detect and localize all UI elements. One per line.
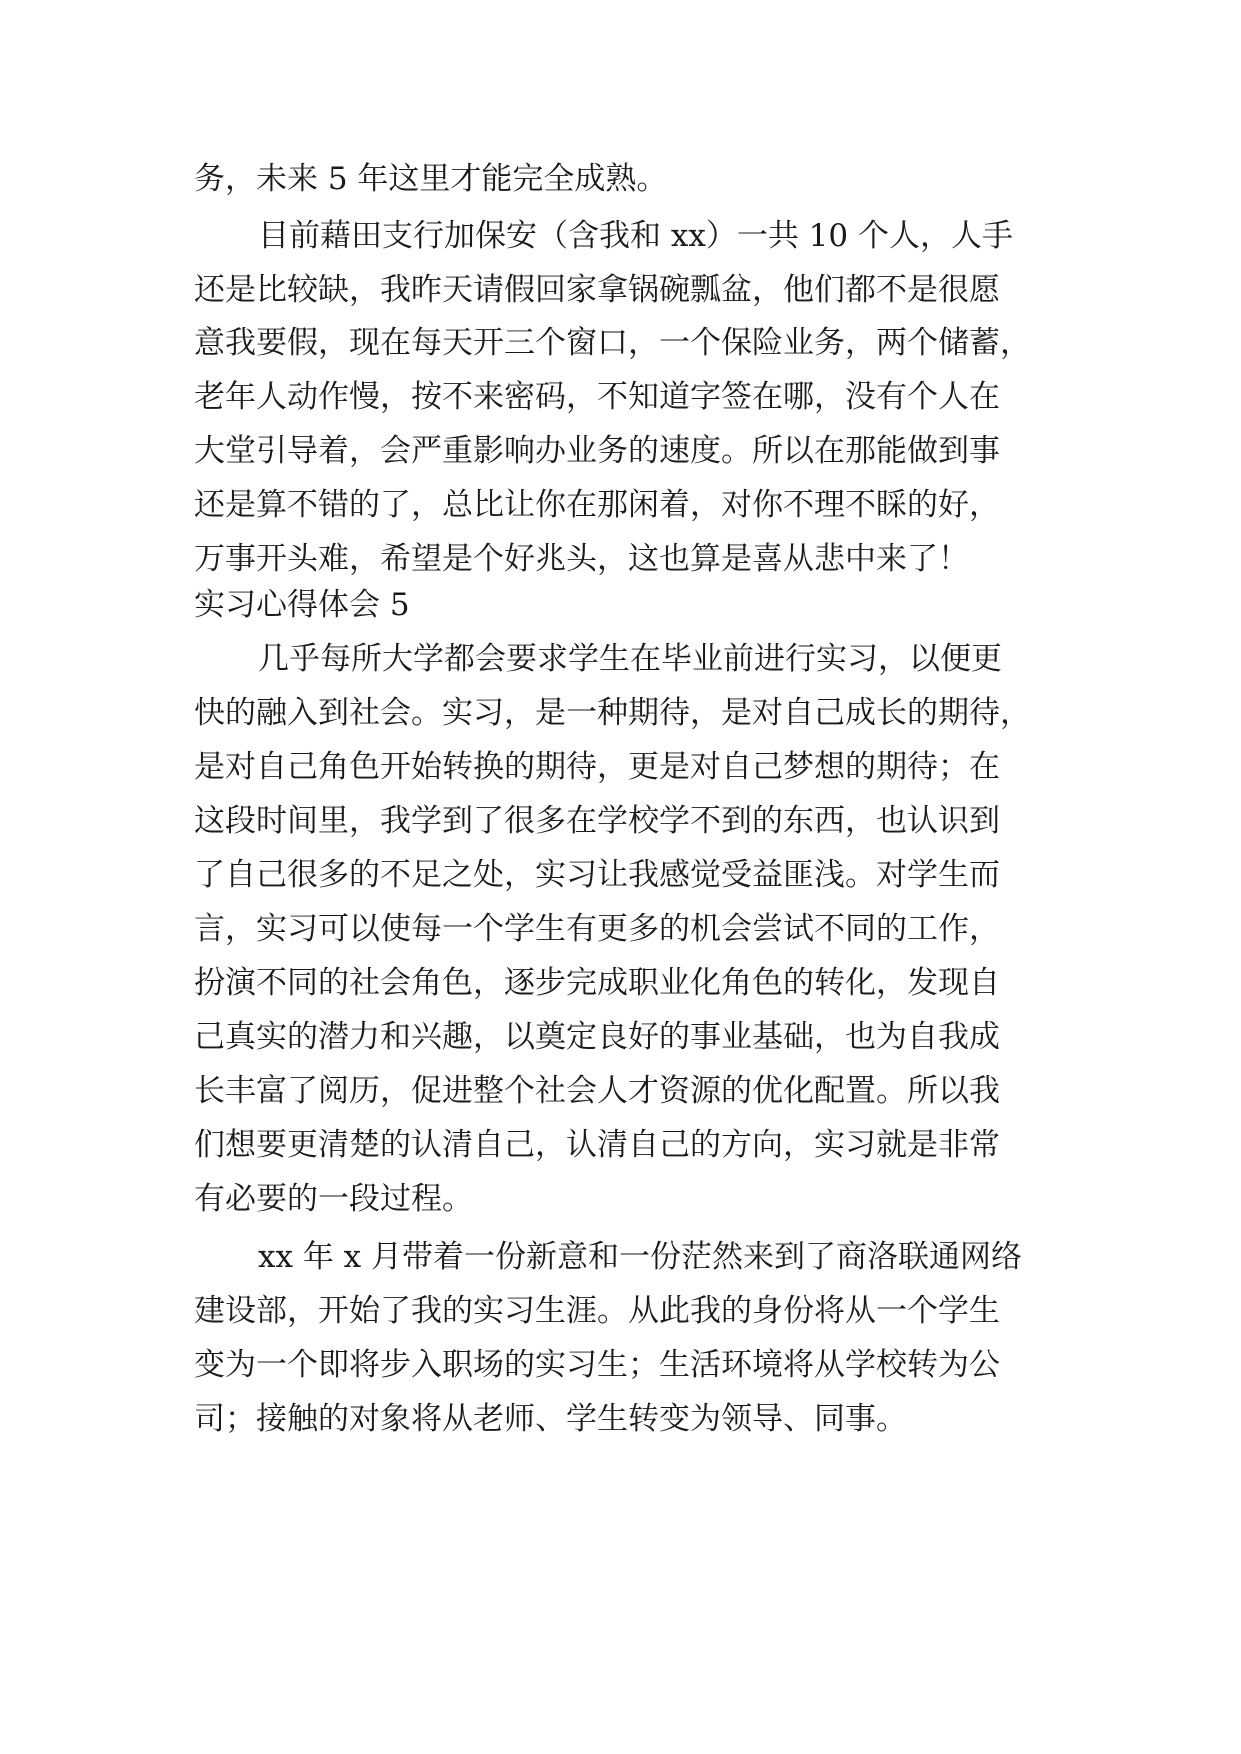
paragraph-first-line: 目前藉田支行加保安（含我和 xx）一共 10 个人，人手 xyxy=(258,218,1013,254)
text-line: 了自己很多的不足之处，实习让我感觉受益匪浅。对学生而 xyxy=(194,857,1000,893)
text-line: 言，实习可以使每一个学生有更多的机会尝试不同的工作， xyxy=(194,911,1000,947)
text-line: 有必要的一段过程。 xyxy=(194,1181,473,1217)
paragraph-first-line: 几乎每所大学都会要求学生在毕业前进行实习，以便更 xyxy=(258,641,1002,677)
text-line: 这段时间里，我学到了很多在学校学不到的东西，也认识到 xyxy=(194,803,1000,839)
text-line: 变为一个即将步入职场的实习生；生活环境将从学校转为公 xyxy=(194,1347,1000,1383)
text-line: 长丰富了阅历，促进整个社会人才资源的优化配置。所以我 xyxy=(194,1073,1000,1109)
text-line: 们想要更清楚的认清自己，认清自己的方向，实习就是非常 xyxy=(194,1127,1000,1163)
text-line: 司；接触的对象将从老师、学生转变为领导、同事。 xyxy=(194,1401,907,1437)
text-line: 务，未来 5 年这里才能完全成熟。 xyxy=(194,161,668,197)
text-line: 万事开头难，希望是个好兆头，这也算是喜从悲中来了！ xyxy=(194,541,969,577)
text-line: 己真实的潜力和兴趣，以奠定良好的事业基础，也为自我成 xyxy=(194,1019,1000,1055)
text-line: 建设部，开始了我的实习生涯。从此我的身份将从一个学生 xyxy=(194,1293,1000,1329)
text-line: 老年人动作慢，按不来密码，不知道字签在哪，没有个人在 xyxy=(194,379,1000,415)
text-line: 是对自己角色开始转换的期待，更是对自己梦想的期待；在 xyxy=(194,749,1000,785)
text-line: 扮演不同的社会角色，逐步完成职业化角色的转化，发现自 xyxy=(194,965,1000,1001)
paragraph-first-line: xx 年 x 月带着一份新意和一份茫然来到了商洛联通网络 xyxy=(258,1239,1023,1275)
text-line: 还是算不错的了，总比让你在那闲着，对你不理不睬的好， xyxy=(194,487,1000,523)
text-line: 意我要假，现在每天开三个窗口，一个保险业务，两个储蓄， xyxy=(194,325,1031,361)
text-line: 快的融入到社会。实习，是一种期待，是对自己成长的期待， xyxy=(194,695,1031,731)
text-line: 大堂引导着，会严重影响办业务的速度。所以在那能做到事 xyxy=(194,433,1000,469)
text-line: 还是比较缺，我昨天请假回家拿锅碗瓢盆，他们都不是很愿 xyxy=(194,272,1000,308)
section-heading: 实习心得体会 5 xyxy=(194,587,410,623)
